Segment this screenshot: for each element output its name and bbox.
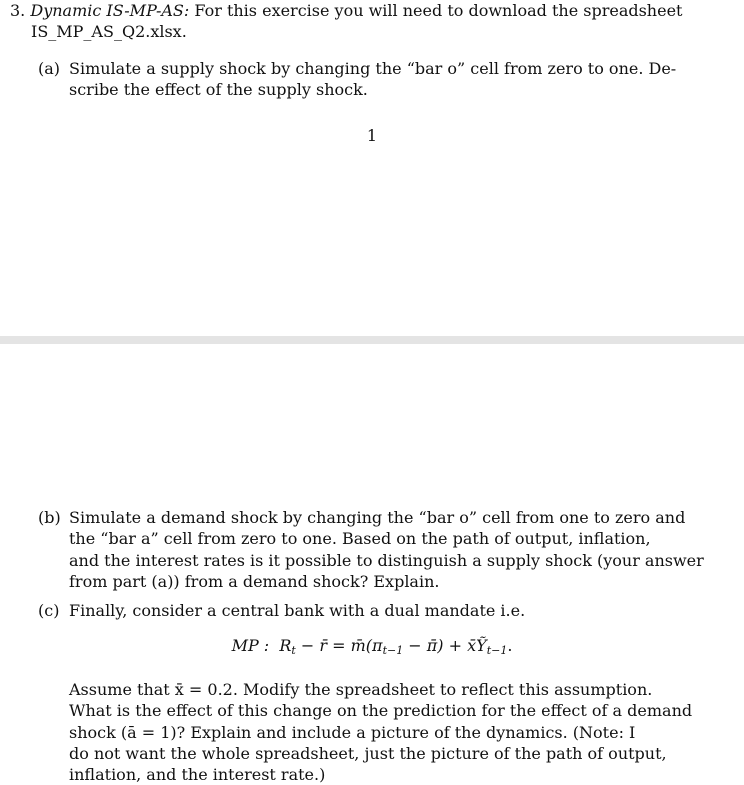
part-c-line5: do not want the whole spreadsheet, just the picture of the path of output, xyxy=(69,744,667,763)
part-a-line1: Simulate a supply shock by changing the “bar o” cell from zero to one. De- xyxy=(69,59,677,78)
equation-y-sub: t−1 xyxy=(486,644,508,657)
equation-lhs: R xyxy=(279,636,292,655)
part-b-line2: the “bar a” cell from zero to one. Based on the path of output, inflation, xyxy=(69,529,651,548)
part-c-line3: What is the effect of this change on the prediction for the effect of a demand xyxy=(69,701,693,720)
question-title: Dynamic IS-MP-AS: xyxy=(30,1,190,20)
part-b-line3: and the interest rates is it possible to distinguish a supply shock (your answer xyxy=(69,551,704,570)
equation-end: . xyxy=(507,636,513,655)
part-c-label: (c) xyxy=(38,601,60,620)
equation-label: MP : xyxy=(231,636,270,655)
mp-equation xyxy=(0,636,744,655)
question-heading xyxy=(10,0,682,21)
part-b-line1: Simulate a demand shock by changing the “bar o” cell from one to zero and xyxy=(69,508,686,527)
question-intro-line1: For this exercise you will need to download the spreadsheet xyxy=(189,1,683,20)
equation-middle: − r̄ = m̄(π xyxy=(295,636,383,655)
page-separator xyxy=(0,336,744,344)
part-a-line2: scribe the effect of the supply shock. xyxy=(69,80,368,99)
part-c-line1: Finally, consider a central bank with a dual mandate i.e. xyxy=(69,601,526,620)
equation-pi-sub: t−1 xyxy=(382,644,404,657)
page-1 xyxy=(0,0,744,336)
equation-lhs-sub: t xyxy=(291,644,296,657)
page-2 xyxy=(0,344,744,785)
page-number: 1 xyxy=(366,126,378,145)
part-c-line2: Assume that x̄ = 0.2. Modify the spreadsheet to reflect this assumption. xyxy=(69,680,653,699)
part-b-label: (b) xyxy=(38,508,61,527)
question-intro-line2: IS_MP_AS_Q2.xlsx. xyxy=(31,22,187,41)
part-b-line4: from part (a)) from a demand shock? Explain. xyxy=(69,572,440,591)
part-a-label: (a) xyxy=(38,59,61,78)
part-c-line4: shock (ā = 1)? Explain and include a picture of the dynamics. (Note: I xyxy=(69,723,636,742)
equation-rest: − π̄) + x̄Ỹ xyxy=(403,636,487,655)
question-number: 3. xyxy=(10,1,26,20)
part-c-line6: inflation, and the interest rate.) xyxy=(69,765,326,784)
